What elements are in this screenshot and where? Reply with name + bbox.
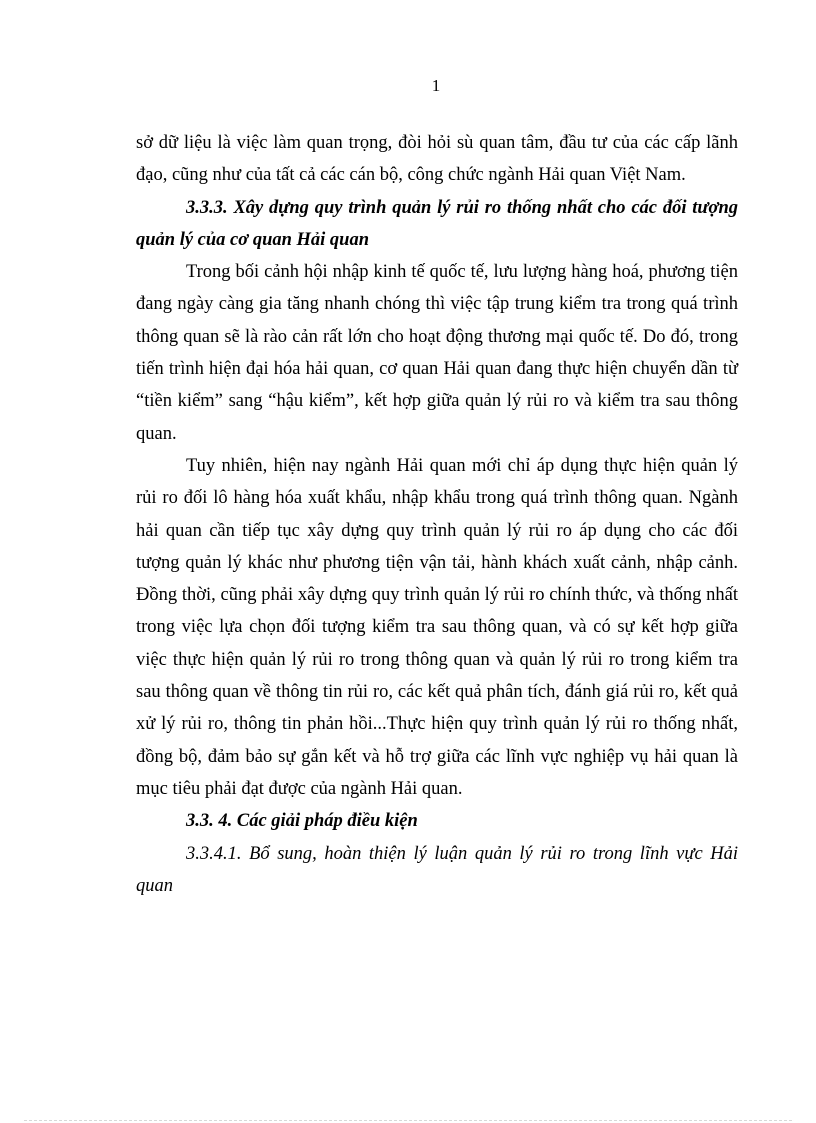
subsection-heading-3-3-4-1: 3.3.4.1. Bổ sung, hoàn thiện lý luận quản lý rủi ro trong lĩnh vực Hải quan: [136, 843, 738, 896]
section-heading-3-3-4: 3.3. 4. Các giải pháp điều kiện: [186, 811, 418, 832]
paragraph-intro: sở dữ liệu là việc làm quan trọng, đòi hỏi sù quan tâm, đầu tư của các cấp lãnh đạo, cũng như của tất cả các cán bộ, công chức ngành Hải quan Việt Nam.: [136, 133, 738, 186]
document-body: [136, 127, 738, 902]
paragraph-current-state: Tuy nhiên, hiện nay ngành Hải quan mới chỉ áp dụng thực hiện quản lý rủi ro đối lô hàng hóa xuất khẩu, nhập khẩu trong quá trình thông quan. Ngành hải quan cần tiếp tục xây dựng quy trình quản lý rủi ro áp dụng cho các đối tượng quản lý khác như phương tiện vận tải, hành khách xuất cảnh, nhập cảnh. Đồng thời, cũng phải xây dựng quy trình quản lý rủi ro chính thức, và thống nhất trong việc lựa chọn đối tượng kiểm tra sau thông quan, và có sự kết hợp giữa việc thực hiện quản lý rủi ro trong thông quan và quản lý rủi ro trong kiểm tra sau thông quan về thông tin rủi ro, các kết quả phân tích, đánh giá rủi ro, kết quả xử lý rủi ro, thông tin phản hồi...Thực hiện quy trình quản lý rủi ro thống nhất, đồng bộ, đảm bảo sự gắn kết và hỗ trợ giữa các lĩnh vực nghiệp vụ hải quan là mục tiêu phải đạt được của ngành Hải quan.: [136, 455, 738, 799]
paragraph-context: Trong bối cảnh hội nhập kinh tế quốc tế, lưu lượng hàng hoá, phương tiện đang ngày càng gia tăng nhanh chóng thì việc tập trung kiểm tra trong quá trình thông quan sẽ là rào cản rất lớn cho hoạt động thương mại quốc tế. Do đó, trong tiến trình hiện đại hóa hải quan, cơ quan Hải quan đang thực hiện chuyển dần từ “tiền kiểm” sang “hậu kiểm”, kết hợp giữa quản lý rủi ro và kiểm tra sau thông quan.: [136, 262, 738, 444]
page-number: 1: [431, 76, 441, 95]
section-heading-3-3-3: 3.3.3. Xây dựng quy trình quản lý rủi ro thống nhất cho các đối tượng quản lý của cơ quan Hải quan: [136, 197, 738, 250]
page-bottom-divider: [24, 1120, 792, 1121]
